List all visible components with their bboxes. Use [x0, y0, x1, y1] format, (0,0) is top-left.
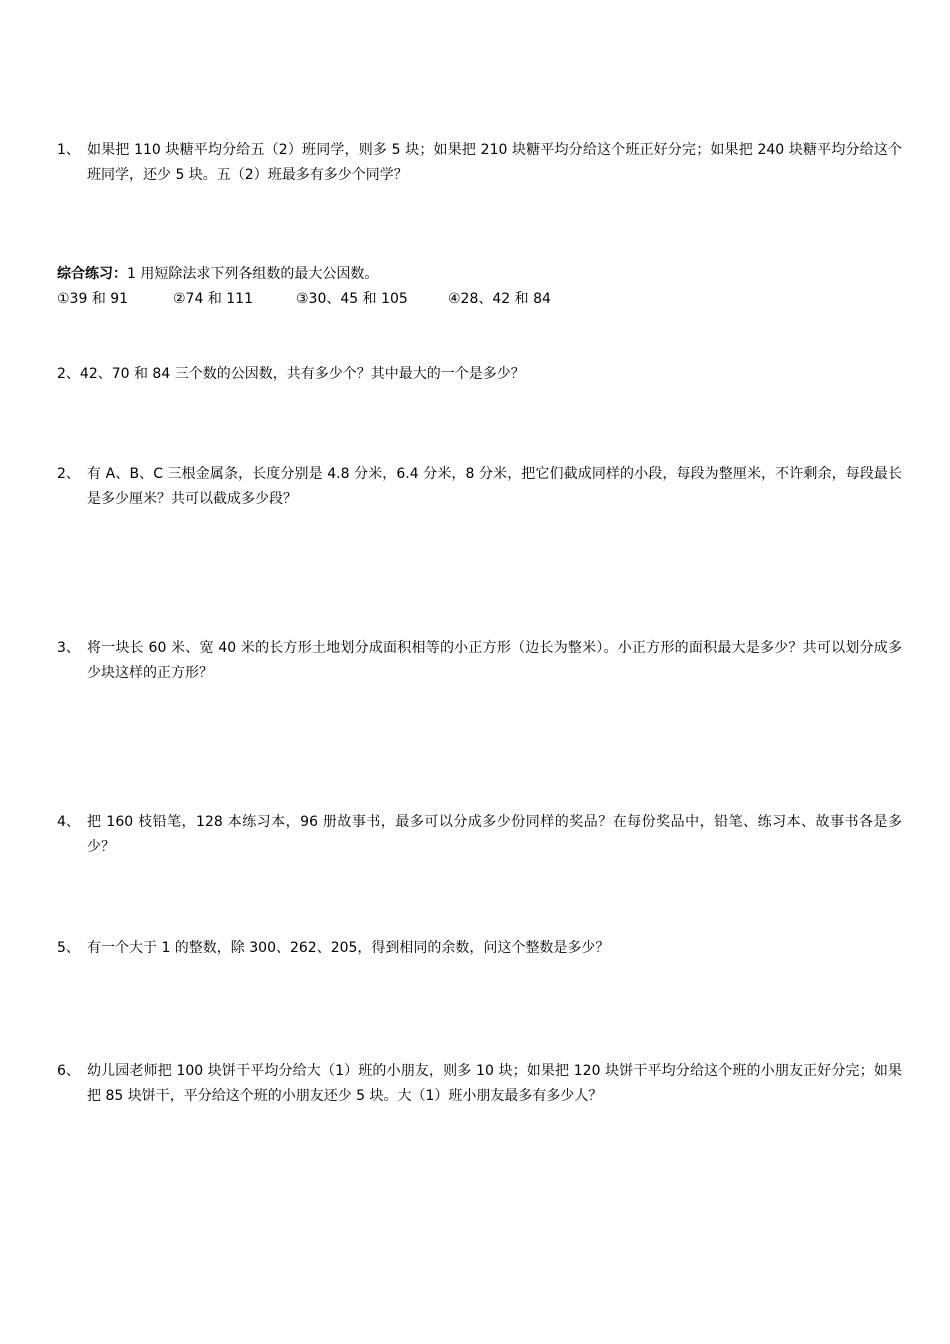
question-number: 3、: [57, 640, 80, 656]
question-text: 将一块长 60 米、宽 40 米的长方形土地划分成面积相等的小正方形（边长为整米）。小正方形的面积最大是多少？共可以划分成多少块这样的正方形？: [87, 640, 902, 681]
question-text: 把 160 枝铅笔，128 本练习本，96 册故事书，最多可以分成多少份同样的奖品？在每份奖品中，铅笔、练习本、故事书各是多少？: [87, 814, 902, 855]
question-4: [57, 810, 902, 860]
question-3: [57, 636, 902, 686]
question-number: 2、: [57, 466, 80, 482]
question-5: [57, 936, 902, 961]
exercise-item-4: ④28、42 和 84: [448, 291, 551, 307]
question-number: 1、: [57, 142, 80, 158]
question-2: [57, 462, 902, 512]
question-number: 4、: [57, 814, 80, 830]
exercise-instruction: 1 用短除法求下列各组数的最大公因数。: [127, 266, 379, 282]
question-number: 5、: [57, 940, 80, 956]
question-text: 有 A、B、C 三根金属条，长度分别是 4.8 分米，6.4 分米，8 分米，把它们截成同样的小段，每段为整厘米，不许剩余，每段最长是多少厘米？共可以截成多少段？: [87, 466, 902, 507]
question-6: [57, 1059, 902, 1109]
exercise-heading: 综合练习：: [57, 266, 127, 282]
exercise-item-1: ①39 和 91: [57, 291, 129, 307]
exercise-item-2: ②74 和 111: [173, 291, 253, 307]
question-text: 如果把 110 块糖平均分给五（2）班同学，则多 5 块；如果把 210 块糖平均分给这个班正好分完；如果把 240 块糖平均分给这个班同学，还少 5 块。五（2）班最多有多少个同学？: [87, 142, 902, 183]
question-text: 幼儿园老师把 100 块饼干平均分给大（1）班的小朋友，则多 10 块；如果把 120 块饼干平均分给这个班的小朋友正好分完；如果把 85 块饼干，平分给这个班的小朋友还少 5 块。大（1）班小朋友最多有多少人？: [87, 1063, 902, 1104]
question-text: 有一个大于 1 的整数，除 300、262、205，得到相同的余数，问这个整数是多少？: [87, 940, 610, 956]
exercise-item-3: ③30、45 和 105: [296, 291, 408, 307]
exercise-question-2: 2、42、70 和 84 三个数的公因数，共有多少个？其中最大的一个是多少？: [57, 366, 525, 382]
exercise-heading-line: [57, 262, 378, 287]
question-number: 6、: [57, 1063, 80, 1079]
question-1: [57, 138, 902, 188]
